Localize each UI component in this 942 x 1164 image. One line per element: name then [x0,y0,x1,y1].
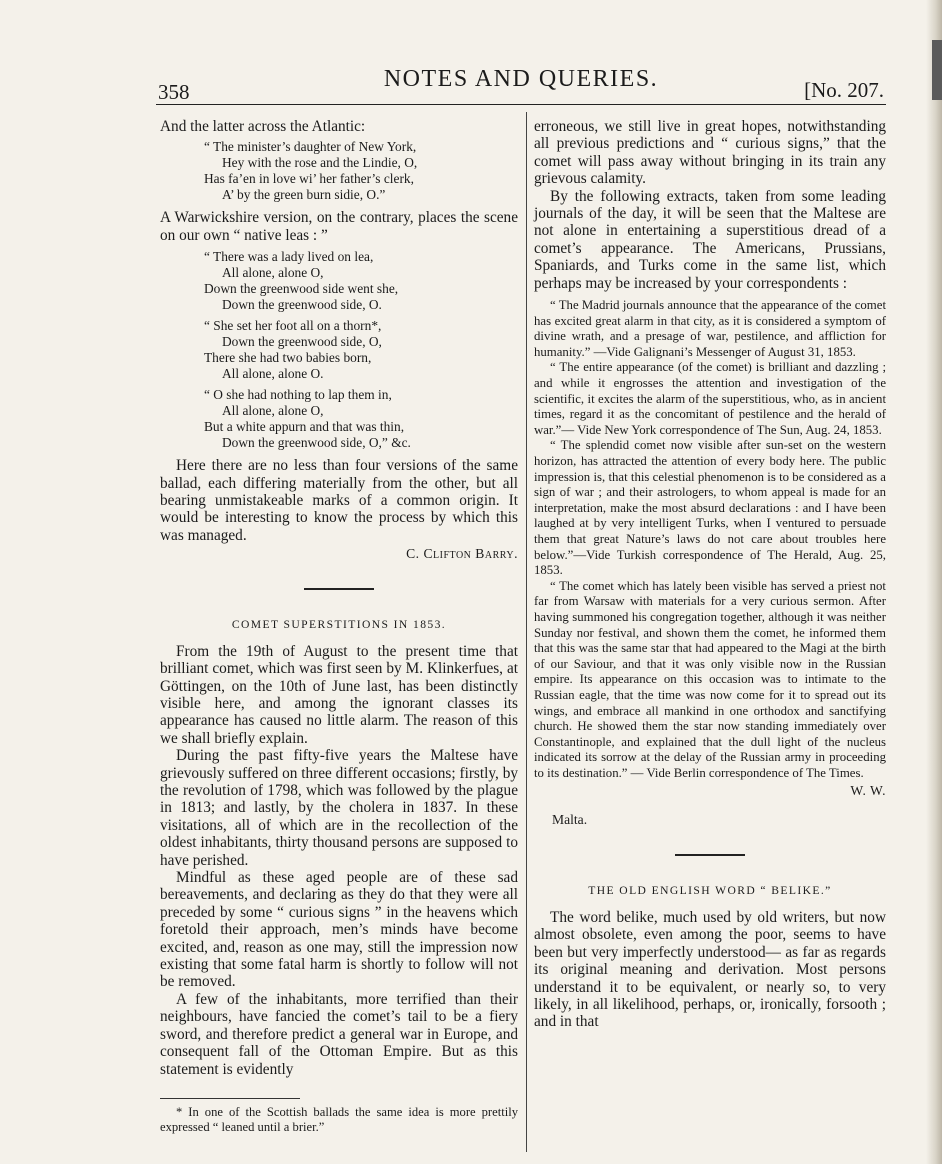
ballad-line: A’ by the green burn sidie, O.” [222,187,386,203]
page-header [156,64,886,105]
ballad-line: Down the greenwood side, O,” &c. [222,435,411,451]
ballad-warwickshire [160,249,518,451]
scan-mark [932,40,942,100]
ballad-line: Hey with the rose and the Lindie, O, [222,155,418,171]
signature-ww: W. W. [850,783,886,799]
signature-place: Malta. [552,812,588,828]
belike-paragraph: The word belike, much used by old writers, but now almost obsolete, even among the poor, seems to have been but very imperfectly understood— as far as regards its original meaning and derivation. Most persons understand it to be equivalent, or nearly so, to very likely, in all likelihood, perhaps, or, ironically, forsooth ; and in that [534,908,886,1031]
footnote-rule [160,1098,300,1099]
ballad-line: “ O she had nothing to lap them in, [204,387,392,403]
ballad-stanza [160,318,518,382]
ballad-line: All alone, alone O, [222,403,324,419]
ballad-line: Has fa’en in love wi’ her father’s clerk, [204,171,414,187]
section-divider [675,854,745,856]
comet-paragraph: From the 19th of August to the present time that brilliant comet, which was first seen by M. Klinkerfues, at Göttingen, on the 10th of June last, has been distinctly visible here, and among the ignorant classes its appearance has caused no little alarm. The reason of this we shall briefly explain. [160,642,518,747]
ballad-line: There she had two babies born, [204,350,372,366]
comet-paragraph: During the past fifty-five years the Maltese have grievously suffered on three different occasions; firstly, by the revolution of 1798, which was followed by the plague in 1813; and lastly, by the cholera in 1837. In these visitations, all of which are in the recollection of the oldest inhabitants, thirty thousand persons are supposed to have perished. [160,747,518,869]
quote-berlin: “ The comet which has lately been visible has served a priest not far from Warsaw with materials for a very curious sermon. After having summoned his congregation together, although it was neither Sunday nor festival, and shown them the comet, he informed them that this was the same star that had appeared to the Magi at the birth of our Saviour, and that it was only visible now in the Russian empire. Its appearance on this occasion was to intimate to the Russian eagle, that the time was now come for it to spread out its wings, and embrace all mankind in one orthodox and sanctifying church. He showed them the star now standing immediately over Constantinople, and explained that the dull light of the nucleus indicated its sorrow at the delay of the Russian army in proceeding to its destination.” — Vide Berlin correspondence of The Times. [534,578,886,780]
ballad-line: “ The minister’s daughter of New York, [204,139,417,155]
quote-turkish: “ The splendid comet now visible after sun-set on the western horizon, has attracted the attention of every body here. The public impression is, that this celestial phenomenon is to be considered as a sign of war ; and their astrologers, to whom appeal is made for an interpretation, make the most absurd declarations : and I have been laughed at by very intelligent Turks, when I ventured to persuade them that great Nature’s laws do not care about troubles here below.”—Vide Turkish correspondence of The Herald, Aug. 25, 1853. [534,438,886,578]
ballad-new-york [160,139,518,203]
right-column [534,118,886,1148]
ballad-stanza [160,387,518,451]
belike-heading: THE OLD ENGLISH WORD “ BELIKE.” [588,883,832,897]
page-number: 358 [158,80,190,104]
ballad-line: “ She set her foot all on a thorn*, [204,318,382,334]
ballad-line: Down the greenwood side, O. [222,297,382,313]
comet-paragraph: By the following extracts, taken from some leading journals of the day, it will be seen that the Maltese are not alone in entertaining a superstitious dread of a comet’s appearance. The Americans, Prussians, Spaniards, and Turks come in the same list, which perhaps may be increased by your correspondents : [534,187,886,292]
ballad-stanza [160,249,518,313]
warwickshire-paragraph: A Warwickshire version, on the contrary, places the scene on our own “ native leas : ” [160,209,518,244]
ballad-intro: And the latter across the Atlantic: [160,118,366,135]
quote-new-york: “ The entire appearance (of the comet) is brilliant and dazzling ; and while it engrosses the attention and investigation of the scientific, it excites the alarm of the superstitious, who, as in ancient times, regard it as the concomitant of pestilence and the herald of war.”— Vide New York correspondence of The Sun, Aug. 24, 1853. [534,360,886,437]
quote-madrid: “ The Madrid journals announce that the appearance of the comet has excited great alarm in that city, as it is considered a symptom of divine wrath, and a presage of war, pestilence, and affliction for humanity.” —Vide Galignani’s Messenger of August 31, 1853. [534,298,886,359]
ballad-line: All alone, alone O. [222,366,324,382]
versions-paragraph: Here there are no less than four versions of the same ballad, each differing materially from the other, but all bearing unmistakeable marks of a common origin. It would be interesting to know the process by which this was managed. [160,457,518,544]
comet-paragraph: erroneous, we still live in great hopes, notwithstanding all previous predictions and “ curious signs,” that the comet will pass away without bringing in its train any grievous calamity. [534,118,886,188]
ballad-line: All alone, alone O, [222,265,324,281]
section-divider [304,588,374,590]
footnote: * In one of the Scottish ballads the same idea is more prettily expressed “ leaned until a brier.” [160,1104,518,1134]
scan-edge [926,0,942,1164]
issue-number: [No. 207. [804,78,884,102]
ballad-line: “ There was a lady lived on lea, [204,249,374,265]
comet-paragraph: A few of the inhabitants, more terrified than their neighbours, have fancied the comet’s tail to be a fiery sword, and therefore predict a general war in Europe, and consequent fall of the Ottoman Empire. But as this statement is evidently [160,990,518,1078]
ballad-line: Down the greenwood side went she, [204,281,399,297]
ballad-line: But a white appurn and that was thin, [204,419,405,435]
comet-heading: COMET SUPERSTITIONS IN 1853. [231,617,447,631]
comet-paragraph: Mindful as these aged people are of these sad bereavements, and declaring as they do that they were all preceded by some “ curious signs ” in the heavens which foretold their approach, men’s minds have become excited, and, reason as one may, still the impression now existing that some fatal harm is shortly to follow will not be removed. [160,869,518,991]
publication-title: NOTES AND QUERIES. [383,66,659,92]
ballad-line: Down the greenwood side, O, [222,334,382,350]
left-column [160,118,518,1158]
signature-barry: C. Clifton Barry. [406,546,518,562]
column-divider [526,112,527,1152]
